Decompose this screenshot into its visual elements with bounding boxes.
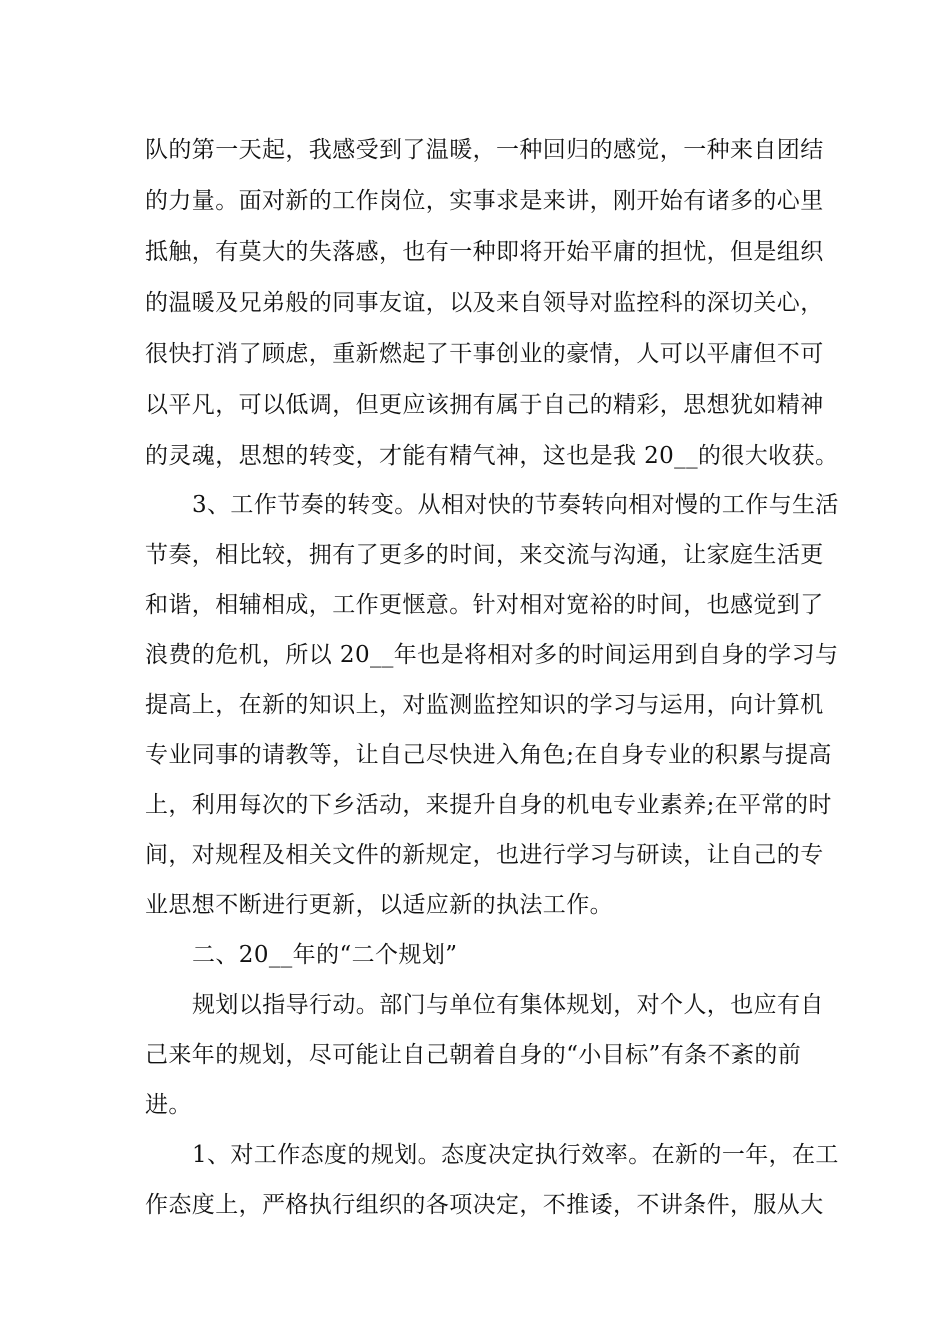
text-line: 的温暖及兄弟般的同事友谊，以及来自领导对监控科的深切关心，: [145, 290, 824, 316]
text-line: 很快打消了顾虑，重新燃起了干事创业的豪情，人可以平庸但不可: [145, 341, 824, 367]
text-line: 规划以指导行动。部门与单位有集体规划，对个人，也应有自: [192, 992, 824, 1018]
text-line: 浪费的危机，所以 20__年也是将相对多的时间运用到自身的学习与: [145, 642, 839, 668]
text-line: 节奏，相比较，拥有了更多的时间，来交流与沟通，让家庭生活更: [145, 542, 824, 568]
text-line: 进。: [145, 1092, 192, 1118]
text-line: 间，对规程及相关文件的新规定，也进行学习与研读，让自己的专: [145, 842, 824, 868]
text-line: 的灵魂，思想的转变，才能有精气神，这也是我 20__的很大收获。: [145, 443, 839, 469]
text-line: 1、对工作态度的规划。态度决定执行效率。在新的一年，在工: [192, 1142, 839, 1168]
text-line: 队的第一天起，我感受到了温暖，一种回归的感觉，一种来自团结: [145, 137, 824, 163]
text-line: 专业同事的请教等，让自己尽快进入角色;在自身专业的积累与提高: [145, 742, 832, 768]
text-line: 和谐，相辅相成，工作更惬意。针对相对宽裕的时间，也感觉到了: [145, 592, 824, 618]
text-line: 提高上，在新的知识上，对监测监控知识的学习与运用，向计算机: [145, 692, 824, 718]
text-line: 的力量。面对新的工作岗位，实事求是来讲，刚开始有诸多的心里: [145, 188, 824, 214]
text-line: 3、工作节奏的转变。从相对快的节奏转向相对慢的工作与生活: [192, 492, 839, 518]
text-line: 抵触，有莫大的失落感，也有一种即将开始平庸的担忧，但是组织: [145, 239, 824, 265]
text-line: 己来年的规划，尽可能让自己朝着自身的“小目标”有条不紊的前: [145, 1042, 802, 1068]
text-line: 上，利用每次的下乡活动，来提升自身的机电专业素养;在平常的时: [145, 792, 832, 818]
section-heading: 二、20__年的“二个规划”: [192, 942, 458, 968]
text-line: 业思想不断进行更新，以适应新的执法工作。: [145, 892, 613, 918]
text-line: 作态度上，严格执行组织的各项决定，不推诿，不讲条件，服从大: [145, 1192, 824, 1218]
text-line: 以平凡，可以低调，但更应该拥有属于自己的精彩，思想犹如精神: [145, 392, 824, 418]
